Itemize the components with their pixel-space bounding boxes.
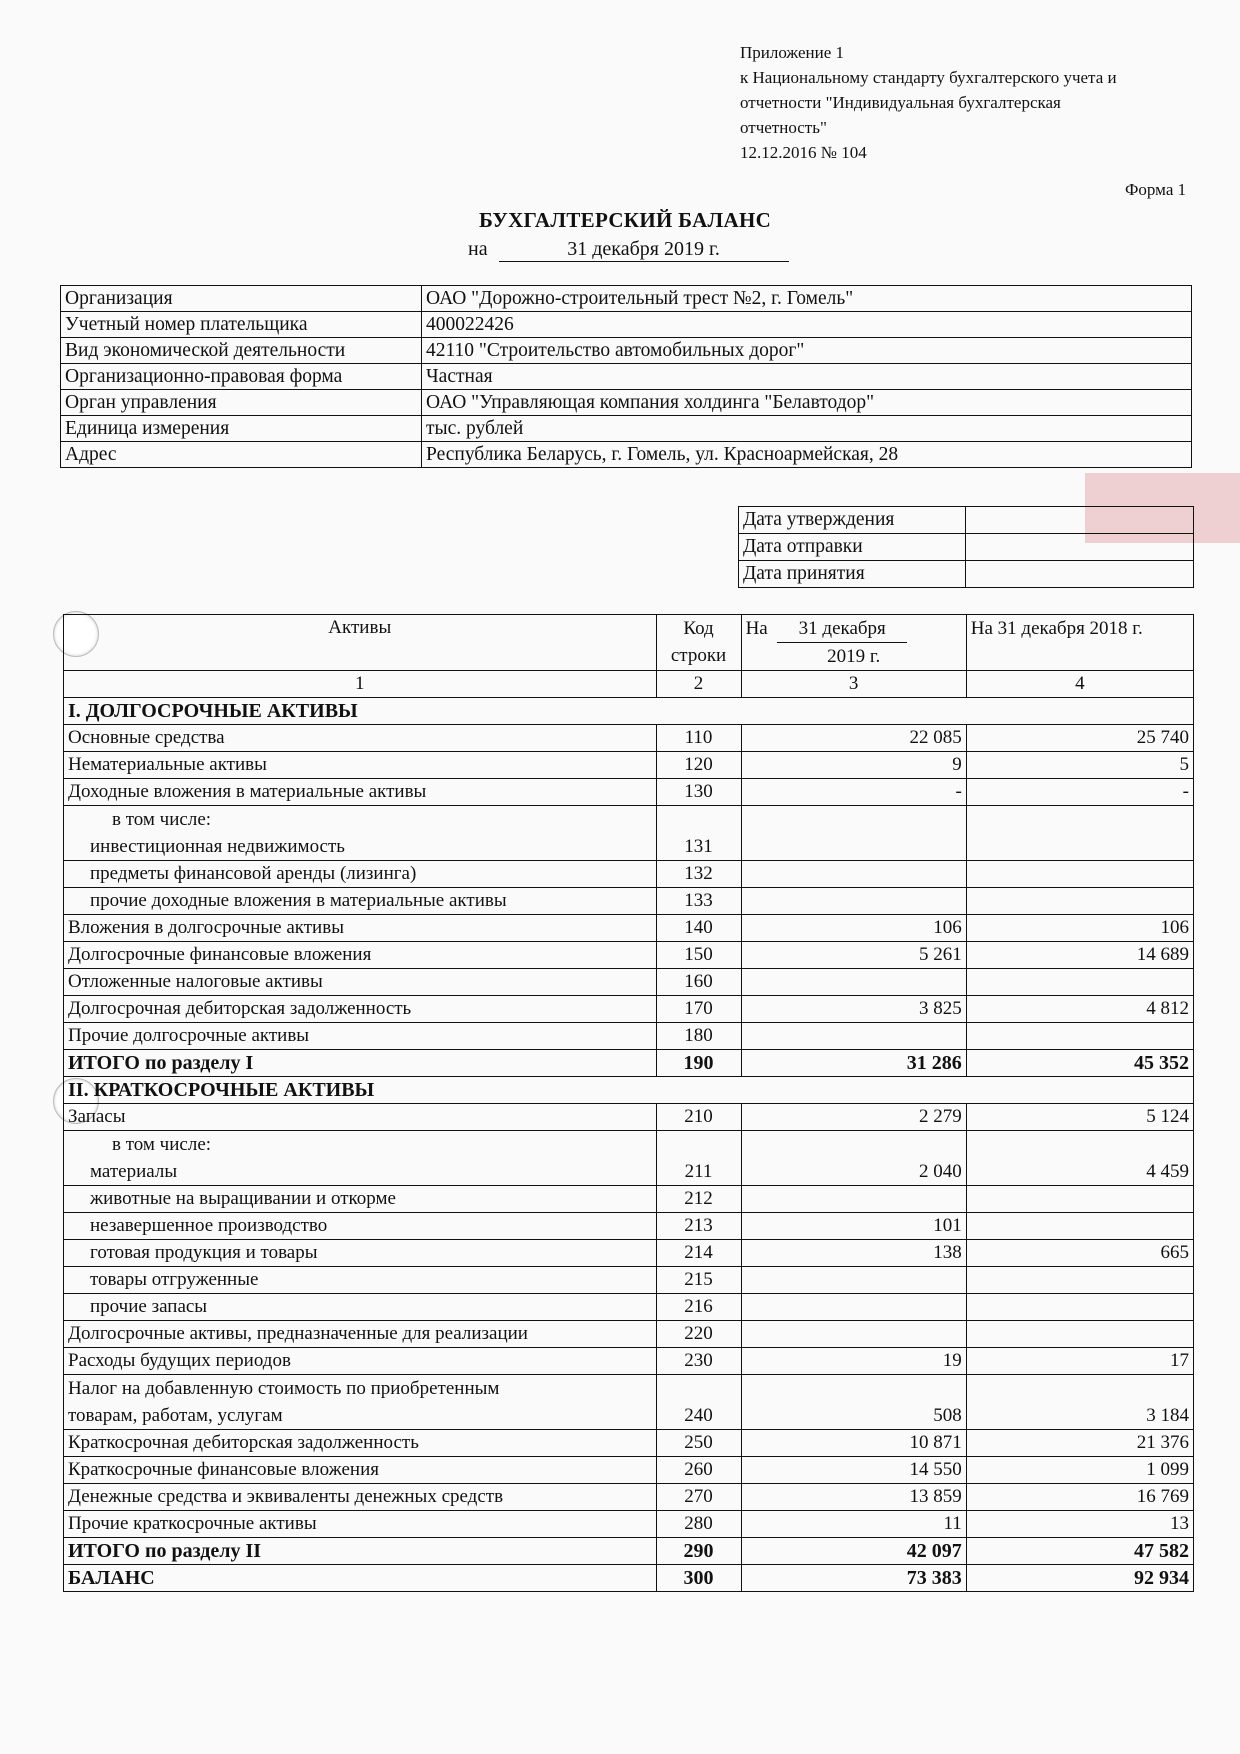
row-value-2018: 45 352 — [966, 1050, 1193, 1077]
table-row — [64, 888, 1194, 915]
row-code: 210 — [656, 1104, 741, 1131]
col-num: 4 — [966, 671, 1193, 698]
row-value-2019 — [741, 888, 966, 915]
header-code: Код строки — [656, 615, 741, 671]
row-value-2018 — [966, 969, 1193, 996]
row-label: животные на выращивании и откорме — [90, 1188, 396, 1209]
info-label: Адрес — [61, 442, 422, 468]
row-value-2018 — [966, 1186, 1193, 1213]
row-label-cell — [64, 1457, 657, 1484]
row-label-cell — [64, 779, 657, 806]
row-code: 132 — [656, 861, 741, 888]
row-value-2019 — [741, 806, 966, 861]
row-value-2018: 665 — [966, 1240, 1193, 1267]
table-row — [64, 915, 1194, 942]
row-value-2019 — [741, 1321, 966, 1348]
date-label: Дата отправки — [739, 534, 966, 561]
row-value-2019: 138 — [741, 1240, 966, 1267]
table-row — [64, 1104, 1194, 1131]
row-label-cell — [64, 752, 657, 779]
row-code: 160 — [656, 969, 741, 996]
row-value-2018: 16 769 — [966, 1484, 1193, 1511]
row-code: 270 — [656, 1484, 741, 1511]
row-code: 120 — [656, 752, 741, 779]
row-label: I. ДОЛГОСРОЧНЫЕ АКТИВЫ — [68, 700, 358, 722]
row-label-cell — [64, 888, 657, 915]
row-label: Долгосрочные финансовые вложения — [68, 944, 372, 965]
col-num: 3 — [741, 671, 966, 698]
row-value-2019: 2 040 — [741, 1131, 966, 1186]
row-label-cell — [64, 1294, 657, 1321]
row-label: Основные средства — [68, 727, 225, 748]
form-label: Форма 1 — [1125, 180, 1187, 199]
row-label: прочие доходные вложения в материальные активы — [90, 890, 507, 911]
row-value-2019: 14 550 — [741, 1457, 966, 1484]
row-code: 214 — [656, 1240, 741, 1267]
row-code: 300 — [656, 1565, 741, 1592]
row-label-cell — [64, 1321, 657, 1348]
section-header — [64, 698, 1194, 725]
table-row — [64, 1321, 1194, 1348]
row-code: 140 — [656, 915, 741, 942]
info-value: тыс. рублей — [422, 416, 1192, 442]
table-row — [64, 942, 1194, 969]
row-value-2018 — [966, 1213, 1193, 1240]
row-value-2018: 17 — [966, 1348, 1193, 1375]
row-code: 230 — [656, 1348, 741, 1375]
row-label: готовая продукция и товары — [90, 1242, 318, 1263]
date-value-cell — [966, 507, 1194, 534]
row-value-2018: - — [966, 779, 1193, 806]
row-value-2018 — [966, 888, 1193, 915]
table-row — [64, 1023, 1194, 1050]
info-row — [61, 286, 1192, 312]
table-row — [64, 1213, 1194, 1240]
row-label-cell — [64, 942, 657, 969]
row-value-2019 — [741, 1267, 966, 1294]
info-value: 400022426 — [422, 312, 1192, 338]
row-value-2018 — [966, 861, 1193, 888]
row-code: 190 — [656, 1050, 741, 1077]
table-row — [64, 1050, 1194, 1077]
row-code: 170 — [656, 996, 741, 1023]
appendix-line: отчетность" — [740, 118, 827, 137]
row-code: 213 — [656, 1213, 741, 1240]
row-value-2019 — [741, 1186, 966, 1213]
row-label-cell — [64, 1131, 657, 1186]
row-label: ИТОГО по разделу I — [68, 1052, 254, 1074]
row-value-2018: 13 — [966, 1511, 1193, 1538]
organization-info-table — [60, 285, 1192, 468]
row-value-2019: 3 825 — [741, 996, 966, 1023]
info-label: Учетный номер плательщика — [61, 312, 422, 338]
date-label: Дата принятия — [739, 561, 966, 588]
row-label: прочие запасы — [90, 1296, 208, 1317]
info-row — [61, 312, 1192, 338]
row-value-2018: 92 934 — [966, 1565, 1193, 1592]
date-row — [739, 534, 1194, 561]
row-label: Прочие краткосрочные активы — [68, 1513, 317, 1534]
table-row — [64, 969, 1194, 996]
table-row — [64, 698, 1194, 725]
row-label: Нематериальные активы — [68, 754, 267, 775]
row-label-cell — [64, 1240, 657, 1267]
row-value-2019: 19 — [741, 1348, 966, 1375]
date-value: 31 декабря 2019 г. — [499, 238, 789, 262]
row-label: Расходы будущих периодов — [68, 1350, 291, 1371]
row-code: 280 — [656, 1511, 741, 1538]
row-value-2018 — [966, 1321, 1193, 1348]
row-label: Отложенные налоговые активы — [68, 971, 323, 992]
appendix-line: к Национальному стандарту бухгалтерского учета и — [740, 68, 1117, 87]
row-label: незавершенное производство — [90, 1215, 328, 1236]
row-label-sub: в том числе: — [112, 809, 212, 830]
row-value-2019: 10 871 — [741, 1430, 966, 1457]
table-row — [64, 1077, 1194, 1104]
row-label: Вложения в долгосрочные активы — [68, 917, 344, 938]
row-value-2018 — [966, 1294, 1193, 1321]
row-code: 110 — [656, 725, 741, 752]
table-row — [64, 1375, 1194, 1430]
row-code: 150 — [656, 942, 741, 969]
row-label-cell — [64, 1050, 657, 1077]
info-row — [61, 390, 1192, 416]
row-code: 220 — [656, 1321, 741, 1348]
row-label: Прочие долгосрочные активы — [68, 1025, 310, 1046]
info-row — [61, 416, 1192, 442]
document-title: БУХГАЛТЕРСКИЙ БАЛАНС — [478, 208, 772, 232]
info-row — [61, 364, 1192, 390]
row-value-2018: 14 689 — [966, 942, 1193, 969]
row-value-2019: 2 279 — [741, 1104, 966, 1131]
info-label: Вид экономической деятельности — [61, 338, 422, 364]
table-row — [64, 752, 1194, 779]
table-row — [64, 1186, 1194, 1213]
date-label: Дата утверждения — [739, 507, 966, 534]
row-label: Краткосрочная дебиторская задолженность — [68, 1432, 419, 1453]
info-row — [61, 338, 1192, 364]
row-code: 290 — [656, 1538, 741, 1565]
section-header — [64, 1077, 1194, 1104]
appendix-line: Приложение 1 — [740, 43, 844, 62]
row-code: 215 — [656, 1267, 741, 1294]
row-value-2019 — [741, 1294, 966, 1321]
row-code: 130 — [656, 779, 741, 806]
row-label-cell — [64, 1348, 657, 1375]
row-value-2018: 5 — [966, 752, 1193, 779]
row-code: 133 — [656, 888, 741, 915]
row-label-cell — [64, 725, 657, 752]
row-label: товары отгруженные — [90, 1269, 259, 1290]
info-value: ОАО "Управляющая компания холдинга "Белавтодор" — [422, 390, 1192, 416]
row-label-cell — [64, 915, 657, 942]
row-label: инвестиционная недвижимость — [90, 836, 345, 857]
row-value-2019: - — [741, 779, 966, 806]
info-row — [61, 442, 1192, 468]
info-value: ОАО "Дорожно-строительный трест №2, г. Гомель" — [422, 286, 1192, 312]
date-prefix: на — [468, 238, 488, 260]
row-value-2019 — [741, 1023, 966, 1050]
row-label: Запасы — [68, 1106, 126, 1127]
row-value-2018: 1 099 — [966, 1457, 1193, 1484]
row-label: предметы финансовой аренды (лизинга) — [90, 863, 417, 884]
info-label: Организационно-правовая форма — [61, 364, 422, 390]
row-code: 250 — [656, 1430, 741, 1457]
row-code: 240 — [656, 1375, 741, 1430]
row-label-cell — [64, 1565, 657, 1592]
appendix-line: отчетности "Индивидуальная бухгалтерская — [740, 93, 1061, 112]
table-row — [64, 1484, 1194, 1511]
row-value-2019: 106 — [741, 915, 966, 942]
date-row — [739, 561, 1194, 588]
dates-table — [738, 506, 1194, 588]
header-assets: Активы — [64, 615, 657, 671]
row-label-cell — [64, 1511, 657, 1538]
info-value: Республика Беларусь, г. Гомель, ул. Красноармейская, 28 — [422, 442, 1192, 468]
row-value-2018 — [966, 806, 1193, 861]
date-value-cell — [966, 534, 1194, 561]
table-row — [64, 1240, 1194, 1267]
row-value-2019: 101 — [741, 1213, 966, 1240]
row-code: 216 — [656, 1294, 741, 1321]
date-value-cell — [966, 561, 1194, 588]
info-value: Частная — [422, 364, 1192, 390]
column-number-row — [64, 671, 1194, 698]
col-num: 2 — [656, 671, 741, 698]
row-label: Краткосрочные финансовые вложения — [68, 1459, 379, 1480]
row-label-cont: товарам, работам, услугам — [68, 1405, 283, 1426]
info-label: Орган управления — [61, 390, 422, 416]
row-code: 211 — [656, 1131, 741, 1186]
row-value-2019: 9 — [741, 752, 966, 779]
table-row — [64, 725, 1194, 752]
report-date — [468, 238, 789, 262]
header-2018: На 31 декабря 2018 г. — [966, 615, 1193, 671]
row-value-2018: 3 184 — [966, 1375, 1193, 1430]
row-value-2018: 106 — [966, 915, 1193, 942]
row-label: II. КРАТКОСРОЧНЫЕ АКТИВЫ — [68, 1079, 375, 1101]
info-label: Организация — [61, 286, 422, 312]
appendix-line: 12.12.2016 № 104 — [740, 143, 867, 162]
row-value-2019: 31 286 — [741, 1050, 966, 1077]
table-row — [64, 806, 1194, 861]
row-label-cell — [64, 1538, 657, 1565]
row-value-2019 — [741, 969, 966, 996]
table-row — [64, 1565, 1194, 1592]
table-row — [64, 1538, 1194, 1565]
row-label-cell — [64, 1484, 657, 1511]
info-label: Единица измерения — [61, 416, 422, 442]
row-value-2019: 42 097 — [741, 1538, 966, 1565]
table-row — [64, 1511, 1194, 1538]
row-value-2018 — [966, 1267, 1193, 1294]
row-code: 180 — [656, 1023, 741, 1050]
row-value-2019: 508 — [741, 1375, 966, 1430]
row-label: Доходные вложения в материальные активы — [68, 781, 427, 802]
row-label: Долгосрочная дебиторская задолженность — [68, 998, 412, 1019]
row-label-cell — [64, 1186, 657, 1213]
row-label: Долгосрочные активы, предназначенные для реализации — [68, 1323, 528, 1344]
row-label-cell — [64, 1023, 657, 1050]
row-value-2019 — [741, 861, 966, 888]
row-value-2018: 4 812 — [966, 996, 1193, 1023]
date-row — [739, 507, 1194, 534]
row-label: БАЛАНС — [68, 1567, 155, 1589]
row-code: 212 — [656, 1186, 741, 1213]
row-label-cell — [64, 996, 657, 1023]
row-code: 260 — [656, 1457, 741, 1484]
row-value-2019: 13 859 — [741, 1484, 966, 1511]
table-header-row — [64, 615, 1194, 671]
row-value-2018 — [966, 1023, 1193, 1050]
row-label: Налог на добавленную стоимость по приобретенным — [68, 1378, 500, 1399]
table-row — [64, 1430, 1194, 1457]
row-value-2018: 21 376 — [966, 1430, 1193, 1457]
table-row — [64, 1457, 1194, 1484]
row-value-2019: 73 383 — [741, 1565, 966, 1592]
table-row — [64, 1267, 1194, 1294]
row-label-cell — [64, 1430, 657, 1457]
row-value-2018: 5 124 — [966, 1104, 1193, 1131]
row-value-2018: 4 459 — [966, 1131, 1193, 1186]
row-value-2018: 47 582 — [966, 1538, 1193, 1565]
row-value-2018: 25 740 — [966, 725, 1193, 752]
table-row — [64, 1348, 1194, 1375]
table-row — [64, 779, 1194, 806]
table-row — [64, 861, 1194, 888]
row-label: Денежные средства и эквиваленты денежных средств — [68, 1486, 504, 1507]
row-label-cell — [64, 1104, 657, 1131]
col-num: 1 — [64, 671, 657, 698]
info-value: 42110 "Строительство автомобильных дорог" — [422, 338, 1192, 364]
row-label-cell — [64, 861, 657, 888]
row-label-cell — [64, 1213, 657, 1240]
table-row — [64, 1131, 1194, 1186]
table-row — [64, 996, 1194, 1023]
row-label-cell — [64, 1375, 657, 1430]
balance-table — [63, 614, 1194, 1592]
row-value-2019: 11 — [741, 1511, 966, 1538]
header-2019: На 31 декабря 2019 г. — [741, 615, 966, 671]
row-label-sub: в том числе: — [112, 1134, 212, 1155]
appendix-note — [740, 40, 1117, 165]
row-label-cell — [64, 969, 657, 996]
row-label: ИТОГО по разделу II — [68, 1540, 262, 1562]
row-label: материалы — [90, 1161, 178, 1182]
row-value-2019: 22 085 — [741, 725, 966, 752]
row-label-cell — [64, 806, 657, 861]
row-value-2019: 5 261 — [741, 942, 966, 969]
row-code: 131 — [656, 806, 741, 861]
row-label-cell — [64, 1267, 657, 1294]
table-row — [64, 1294, 1194, 1321]
